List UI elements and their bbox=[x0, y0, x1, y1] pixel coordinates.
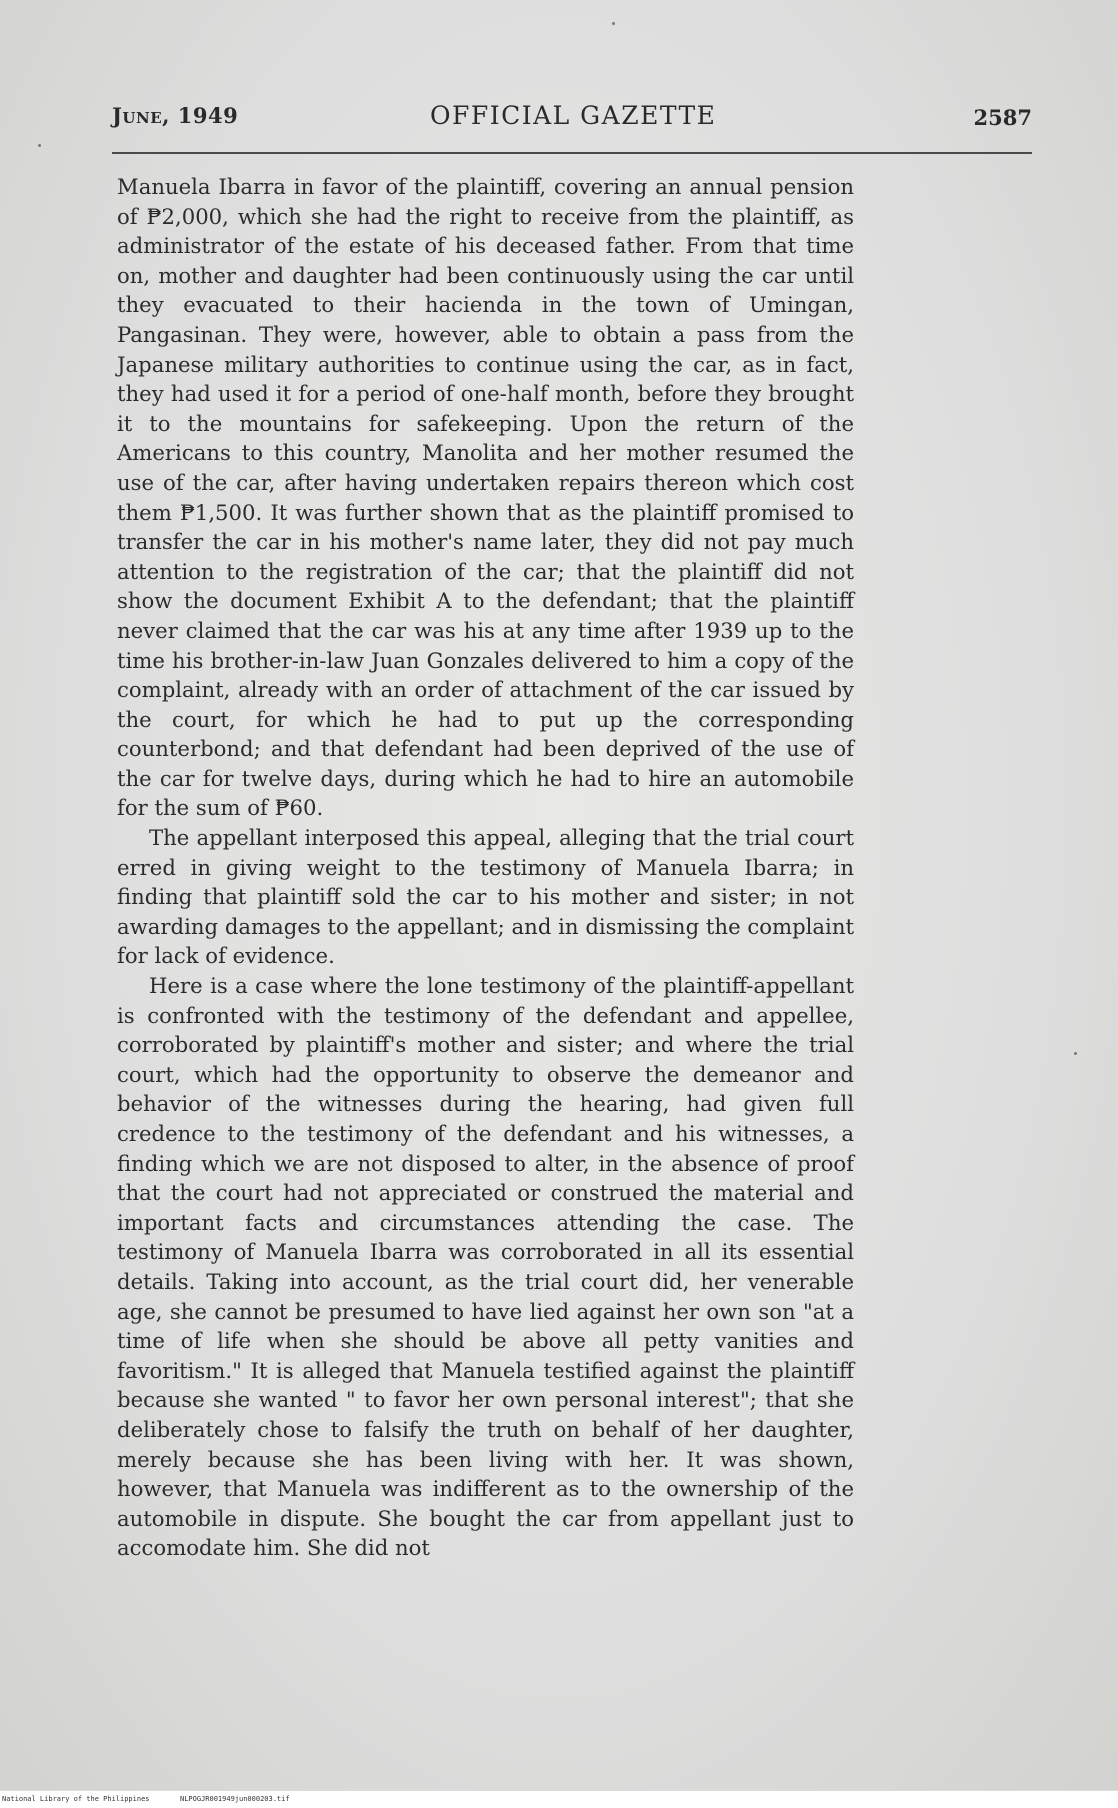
scan-footer bbox=[0, 1791, 1118, 1808]
paragraph-3: Here is a case where the lone testimony of the plaintiff-appellant is confronted with the testimony of the defendant and appellee, corroborated by plaintiff's mother and sister; and where the trial court, which had the opportunity to observe the demeanor and behavior of the witnesses during the hearing, had given full credence to the testimony of the defendant and his witnesses, a finding which we are not disposed to alter, in the absence of proof that the court had not appreciated or construed the material and important facts and circumstances attending the case. The testimony of Manuela Ibarra was corroborated in all its essential details. Taking into account, as the trial court did, her venerable age, she cannot be presumed to have lied against her own son "at a time of life when she should be above all petty vanities and favoritism." It is alleged that Manuela testified against the plaintiff because she wanted " to favor her own personal interest"; that she deliberately chose to falsify the truth on behalf of her daughter, merely because she has been living with her. It was shown, however, that Manuela was indifferent as to the ownership of the automobile in dispute. She bought the car from appellant just to accomodate him. She did not bbox=[117, 973, 854, 1561]
footer-filename: NLPOGJR001949jun000203.tif bbox=[180, 1795, 290, 1803]
paragraph-2: The appellant interposed this appeal, alleging that the trial court erred in giving weight to the testimony of Manuela Ibarra; in finding that plaintiff sold the car to his mother and sister; in not awarding damages to the appellant; and in dismissing the complaint for lack of evidence. bbox=[117, 825, 854, 969]
footer-library: National Library of the Philippines bbox=[2, 1795, 150, 1803]
header-title: OFFICIAL GAZETTE bbox=[430, 101, 717, 130]
header-rule bbox=[112, 152, 1032, 154]
page-number: 2587 bbox=[973, 105, 1032, 130]
scan-speck bbox=[612, 22, 615, 25]
paragraph-1: Manuela Ibarra in favor of the plaintiff, covering an annual pension of ₱2,000, which she had the right to receive from the plaintiff, as administrator of the estate of his deceased father. From that time on, mother and daughter had been continuously using the car until they evacuated to their hacienda in the town of Umingan, Pangasinan. They were, however, able to obtain a pass from the Japanese military authorities to continue using the car, as in fact, they had used it for a period of one-half month, before they brought it to the mountains for safekeeping. Upon the return of the Americans to this country, Manolita and her mother resumed the use of the car, after having undertaken repairs thereon which cost them ₱1,500. It was further shown that as the plaintiff promised to transfer the car in his mother's name later, they did not pay much attention to the registration of the car; that the plaintiff did not show the document Exhibit A to the defendant; that the plaintiff never claimed that the car was his at any time after 1939 up to the time his brother-in-law Juan Gonzales delivered to him a copy of the complaint, already with an order of attachment of the car issued by the court, for which he had to put up the corresponding counterbond; and that defendant had been deprived of the use of the car for twelve days, during which he had to hire an automobile for the sum of ₱60. bbox=[117, 174, 854, 821]
article-body bbox=[117, 172, 854, 1563]
header-date: June, 1949 bbox=[112, 103, 239, 128]
scan-speck bbox=[38, 144, 41, 147]
scan-speck bbox=[1074, 1052, 1077, 1055]
running-header bbox=[112, 103, 1032, 147]
